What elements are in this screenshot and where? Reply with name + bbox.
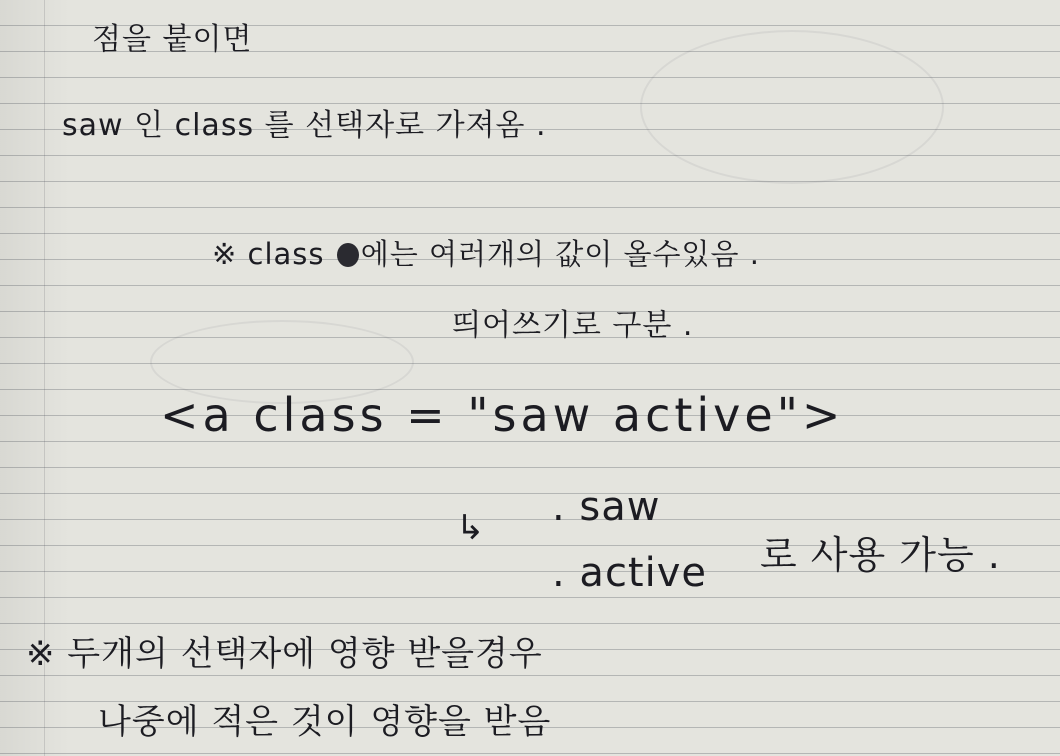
- selector-active: . active: [552, 550, 708, 596]
- note-line-11: 나중에 적은 것이 영향을 받음: [98, 702, 552, 742]
- bleed-through-shape: [640, 30, 944, 184]
- scribble-mark: [337, 243, 359, 267]
- note-line-4: 띄어쓰기로 구분 .: [452, 308, 694, 343]
- note-line-2: saw 인 class 를 선택자로 가져옴 .: [62, 108, 547, 143]
- html-example: <a class = "saw active">: [160, 388, 845, 442]
- arrow-icon: ↳: [456, 508, 486, 548]
- note-line-3-start: ※ class: [212, 237, 335, 271]
- usage-note: 로 사용 가능 .: [760, 533, 1001, 577]
- selector-saw: . saw: [552, 484, 661, 530]
- note-line-1: 점을 붙이면: [92, 22, 253, 57]
- note-line-3: [212, 232, 760, 273]
- note-line-3-end: 에는 여러개의 값이 올수있음 .: [360, 237, 760, 271]
- note-line-10: ※ 두개의 선택자에 영향 받을경우: [26, 634, 543, 674]
